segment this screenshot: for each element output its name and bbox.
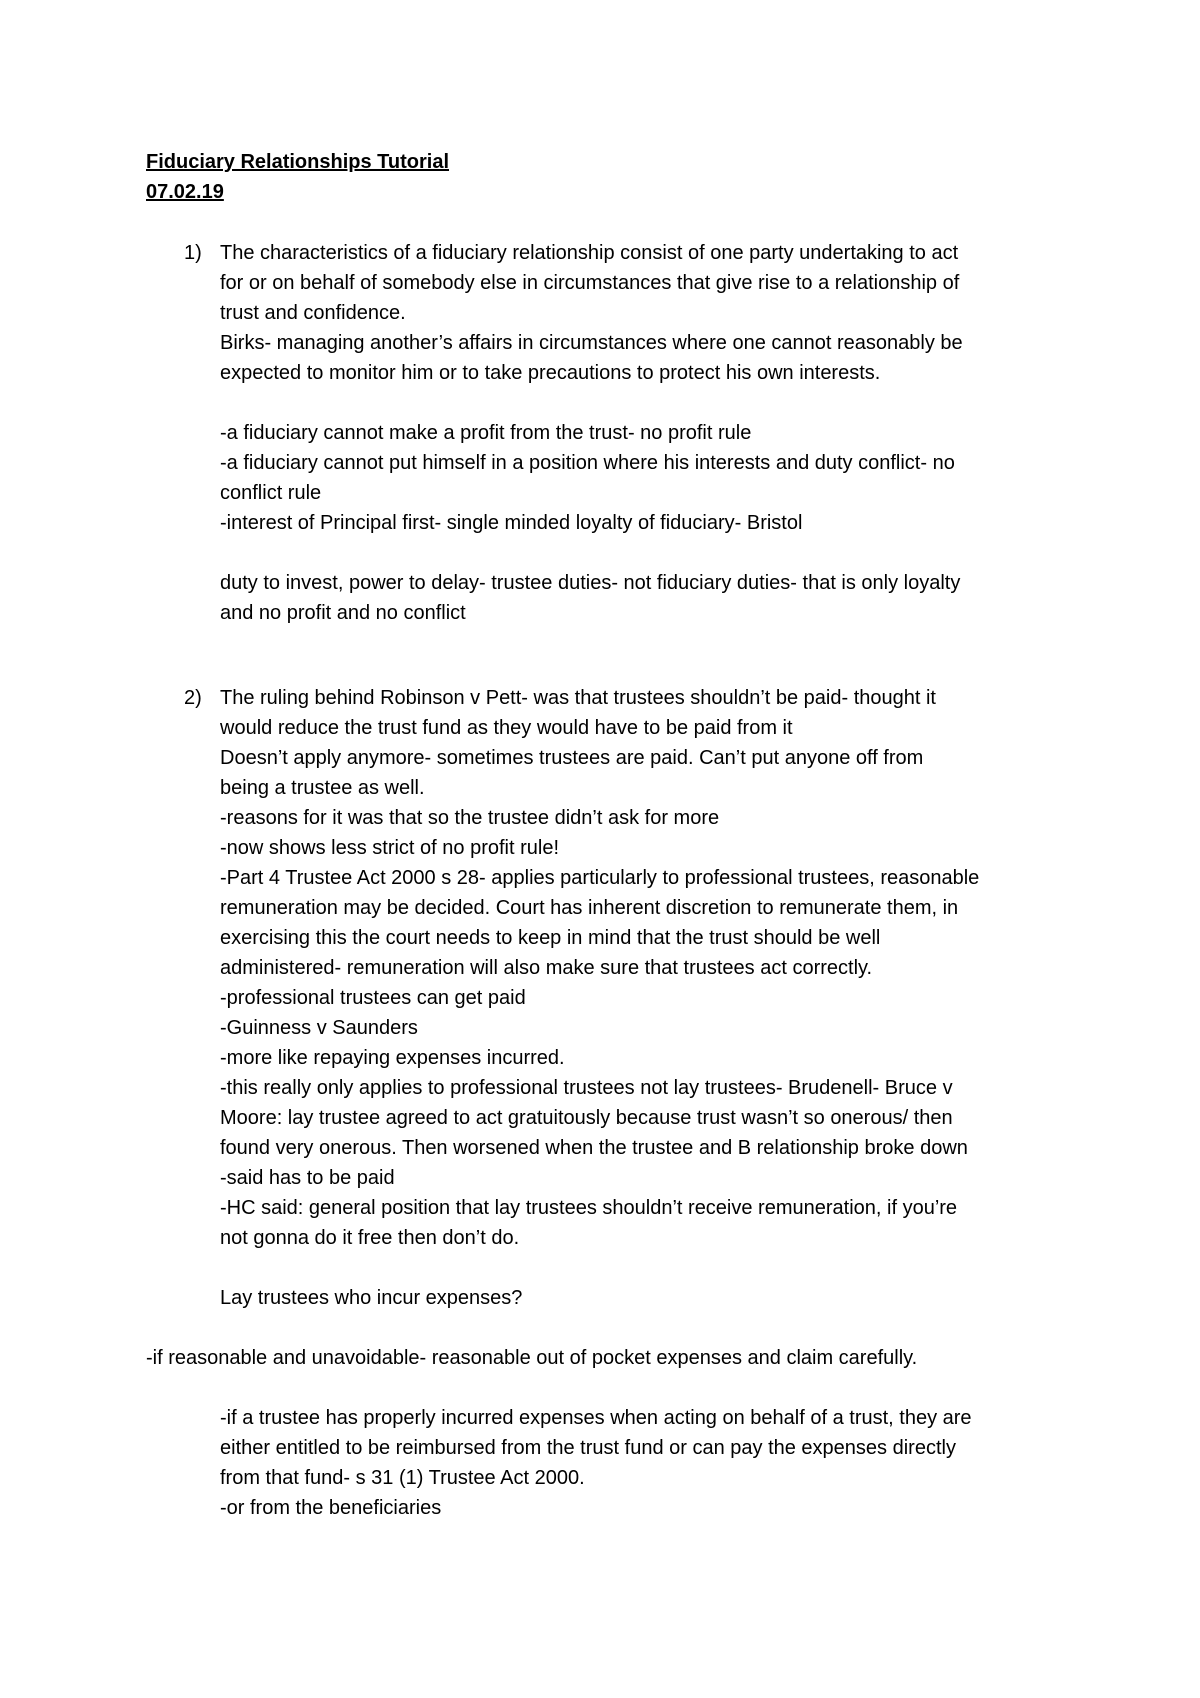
paragraph-line: either entitled to be reimbursed from the trust fund or can pay the expenses directly [220, 1437, 956, 1459]
paragraph-line: -more like repaying expenses incurred. [220, 1047, 565, 1069]
paragraph-line: The ruling behind Robinson v Pett- was that trustees shouldn’t be paid- thought it [220, 687, 936, 709]
paragraph-line: -said has to be paid [220, 1167, 395, 1189]
paragraph-line: -Part 4 Trustee Act 2000 s 28- applies particularly to professional trustees, reasonable [220, 867, 980, 889]
paragraph-line: remuneration may be decided. Court has inherent discretion to remunerate them, in [220, 897, 959, 919]
paragraph-line: trust and confidence. [220, 302, 406, 324]
paragraph-line: -if a trustee has properly incurred expenses when acting on behalf of a trust, they are [220, 1407, 972, 1429]
paragraph-line: being a trustee as well. [220, 777, 425, 799]
paragraph-line: -HC said: general position that lay trustees shouldn’t receive remuneration, if you’re [220, 1197, 958, 1219]
paragraph-line: from that fund- s 31 (1) Trustee Act 2000. [220, 1467, 585, 1489]
paragraph-line: Doesn’t apply anymore- sometimes trustees are paid. Can’t put anyone off from [220, 747, 924, 769]
paragraph-line: -professional trustees can get paid [220, 987, 526, 1009]
paragraph-line: -if reasonable and unavoidable- reasonable out of pocket expenses and claim carefully. [146, 1347, 918, 1369]
paragraph-line: -a fiduciary cannot make a profit from the trust- no profit rule [220, 422, 752, 444]
paragraph-line: exercising this the court needs to keep in mind that the trust should be well [220, 927, 881, 949]
document-title: Fiduciary Relationships Tutorial [146, 151, 450, 173]
paragraph-line: -or from the beneficiaries [220, 1497, 442, 1519]
paragraph-line: would reduce the trust fund as they would have to be paid from it [220, 717, 793, 739]
paragraph-line: Moore: lay trustee agreed to act gratuitously because trust wasn’t so onerous/ then [220, 1107, 953, 1129]
paragraph-line: found very onerous. Then worsened when the trustee and B relationship broke down [220, 1137, 968, 1159]
paragraph-line: expected to monitor him or to take precautions to protect his own interests. [220, 362, 881, 384]
paragraph-line: The characteristics of a fiduciary relationship consist of one party undertaking to act [220, 242, 959, 264]
paragraph-line: -this really only applies to professional trustees not lay trustees- Brudenell- Bruce v [220, 1077, 953, 1099]
question-number: 2) [184, 687, 202, 709]
paragraph-line: for or on behalf of somebody else in circumstances that give rise to a relationship of [220, 272, 960, 294]
paragraph-line: duty to invest, power to delay- trustee duties- not fiduciary duties- that is only loyalty [220, 572, 961, 594]
paragraph-line: conflict rule [220, 482, 322, 504]
question-number: 1) [184, 242, 202, 264]
paragraph-line: Birks- managing another’s affairs in circumstances where one cannot reasonably be [220, 332, 963, 354]
paragraph-line: not gonna do it free then don’t do. [220, 1227, 520, 1249]
paragraph-line: and no profit and no conflict [220, 602, 466, 624]
paragraph-line: -now shows less strict of no profit rule! [220, 837, 560, 859]
document-date: 07.02.19 [146, 181, 224, 203]
paragraph-line: -a fiduciary cannot put himself in a position where his interests and duty conflict- no [220, 452, 955, 474]
paragraph-line: -reasons for it was that so the trustee didn’t ask for more [220, 807, 720, 829]
paragraph-line: -interest of Principal first- single minded loyalty of fiduciary- Bristol [220, 512, 803, 534]
paragraph-line: administered- remuneration will also make sure that trustees act correctly. [220, 957, 873, 979]
paragraph-line: Lay trustees who incur expenses? [220, 1287, 523, 1309]
paragraph-line: -Guinness v Saunders [220, 1017, 418, 1039]
